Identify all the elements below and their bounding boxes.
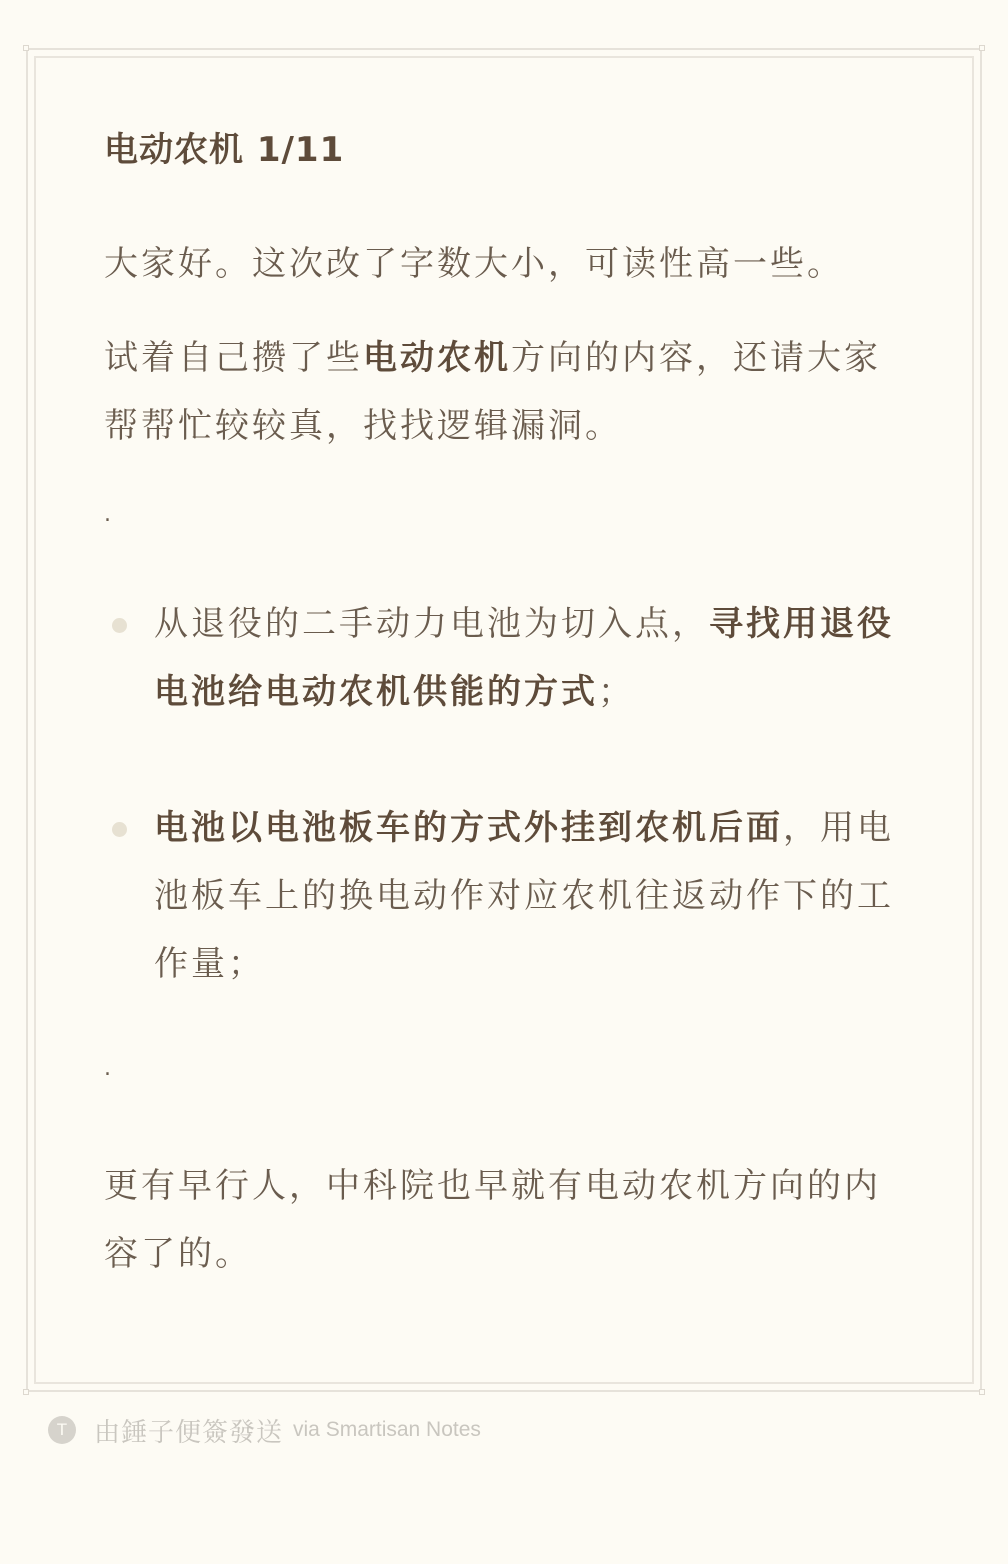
list-item (104, 590, 894, 726)
list-item-text (154, 794, 894, 998)
paragraph-closing: 更有早行人，中科院也早就有电动农机方向的内容了的。 (104, 1166, 881, 1274)
list-item (104, 794, 894, 998)
note-content (104, 126, 894, 1288)
smartisan-t-icon: T (48, 1416, 76, 1444)
footer-text-en: via Smartisan Notes (293, 1418, 481, 1441)
separator-dot: . (104, 1056, 111, 1081)
paragraph-intro (104, 324, 894, 460)
bold-text: 电动农机 (363, 338, 511, 378)
text-span: 从退役的二手动力电池为切入点， (154, 604, 709, 644)
text-span: ； (598, 672, 635, 712)
text-span: ，用电池板车上的换电动作对应农机往返动作下的工作量； (154, 808, 894, 984)
bold-text: 电池以电池板车的方式外挂到农机后面 (154, 808, 783, 848)
list-item-text (154, 590, 894, 726)
bullet-list (104, 590, 894, 998)
text-span: 试着自己攒了些 (104, 338, 363, 378)
frame-corner (23, 1389, 29, 1395)
bullet-dot-icon (112, 618, 127, 633)
frame-corner (979, 1389, 985, 1395)
frame-corner (23, 45, 29, 51)
paragraph-greeting: 大家好。这次改了字数大小，可读性高一些。 (104, 244, 844, 284)
frame-corner (979, 45, 985, 51)
footer-text-cn: 由錘子便簽發送 (94, 1417, 284, 1448)
text-span: 方向的内容，还请大家帮帮忙较较真，找找逻辑漏洞。 (104, 338, 881, 446)
footer-signature (48, 1414, 481, 1446)
separator-dot: . (104, 502, 111, 527)
note-title: 电动农机 1/11 (104, 130, 345, 170)
bold-text: 寻找用退役电池给电动农机供能的方式 (154, 604, 894, 712)
bullet-dot-icon (112, 822, 127, 837)
